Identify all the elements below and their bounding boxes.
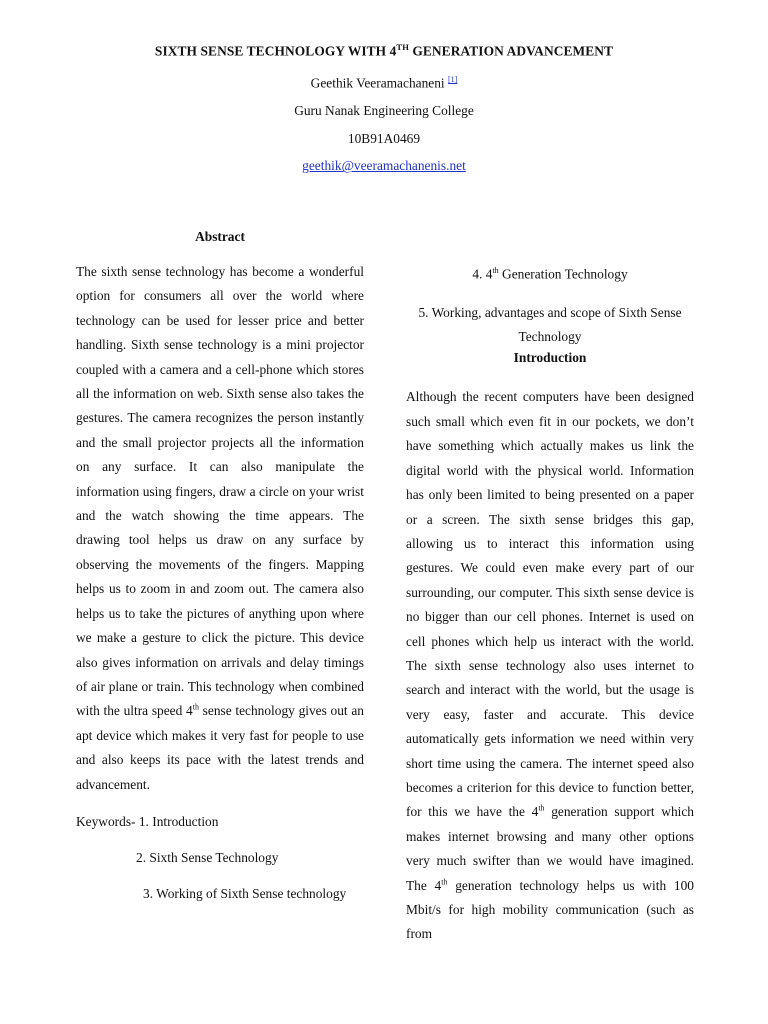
author-id: 10B91A0469 <box>347 130 421 146</box>
abstract-heading: Abstract <box>195 229 245 244</box>
right-column <box>406 228 694 947</box>
paper-header <box>0 42 768 187</box>
keywords-item-3: 3. Working of Sixth Sense technology <box>143 885 347 901</box>
keywords-item-5: 5. Working, advantages and scope of Sixth Sense Technology <box>418 305 682 345</box>
author-email-link[interactable]: geethik@veeramachanenis.net <box>302 158 466 174</box>
left-column <box>76 228 364 903</box>
keywords-item-2: 2. Sixth Sense Technology <box>136 849 279 865</box>
author-institution: Guru Nanak Engineering College <box>294 103 474 119</box>
author-footnote-link[interactable]: [1] <box>447 75 458 85</box>
abstract-text: The sixth sense technology has become a wonderful option for consumers all over the world where technology can be used for lesser price and better handling. Sixth sense technology is a mini projector coupled with a camera and a cell-phone which stores all the information on web. Sixth sense also takes the gestures. The camera recognizes the person instantly and the small projector projects all the information on any surface. It can also manipulate the information using fingers, draw a circle on your wrist and the watch showing the time appears. The drawing tool helps us draw on any surface by observing the movements of the fingers. Mapping helps us to zoom in and zoom out. The camera also helps us to take the pictures of anything upon where we make a gesture to click the picture. This device also gives information on arrivals and delay timings of air plane or train. This technology when combined with the ultra speed 4th sense technology gives out an apt device which makes it very fast for people to use and also keeps its pace with the latest trends and advancement. <box>76 264 364 792</box>
author-name: Geethik Veeramachaneni [1] <box>310 75 458 91</box>
introduction-heading: Introduction <box>513 350 587 366</box>
keywords-item-4: 4. 4th Generation Technology <box>472 266 628 282</box>
paper-title: SIXTH SENSE TECHNOLOGY WITH 4TH GENERATION ADVANCEMENT <box>154 42 614 59</box>
introduction-text: Although the recent computers have been designed such small which even fit in our pockets, we don’t have something which actually makes us link the digital world with the physical world. Information has only been limited to being presented on a paper or a screen. The sixth sense bridges this gap, allowing us to interact this information using gestures. We could even make every part of our surrounding, our computer. This sixth sense device is no bigger than our cell phones. Internet is used on cell phones which help us interact with the world. The sixth sense technology also uses internet to search and interact with the world, but the usage is very easy, faster and accurate. This device automatically gets information we need within very short time using the camera. The internet speed also becomes a criterion for this device to function better, for this we have the 4th generation support which makes internet browsing and many other options very much swifter than we would have imagined. The 4th generation technology helps us with 100 Mbit/s for high mobility communication (such as from <box>406 389 694 942</box>
keywords-item-1: Keywords- 1. Introduction <box>76 813 219 829</box>
